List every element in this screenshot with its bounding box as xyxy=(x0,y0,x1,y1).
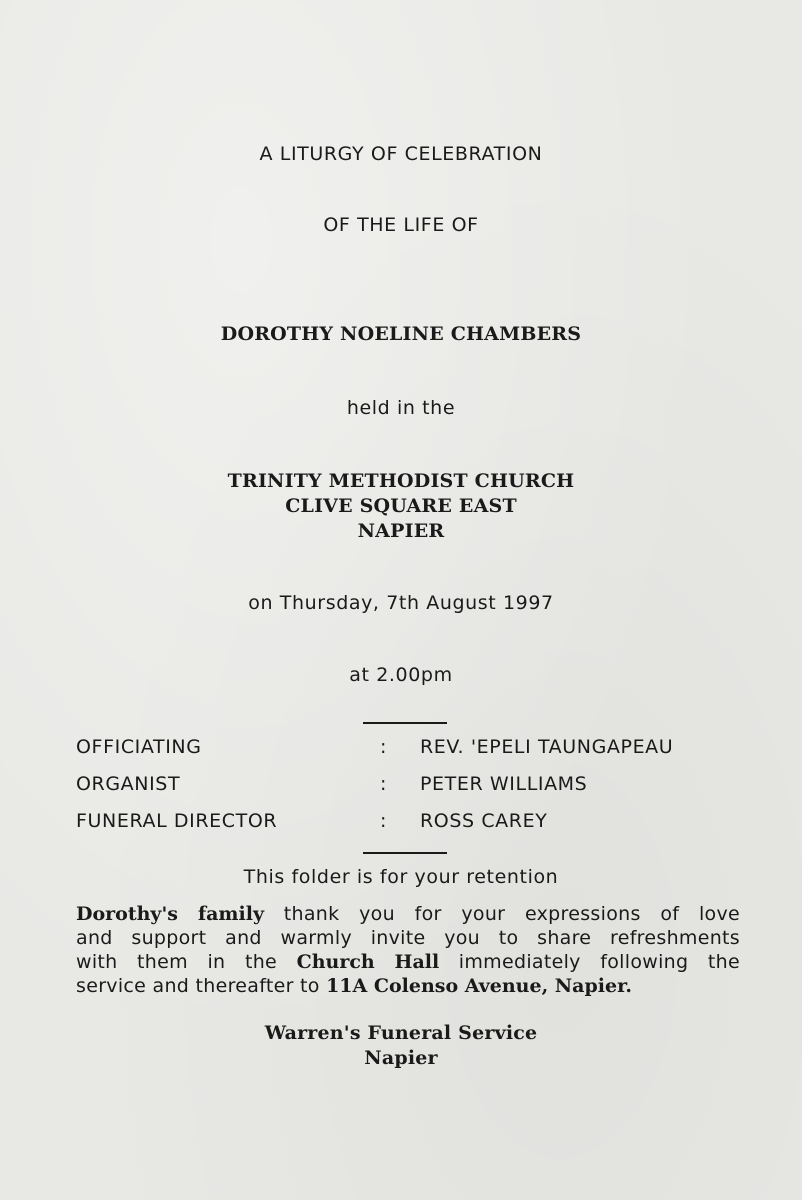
deceased-name: DOROTHY NOELINE CHAMBERS xyxy=(220,323,582,345)
family-message xyxy=(76,902,740,998)
divider-bottom xyxy=(363,852,447,854)
message-text: thank you for your expressions of love xyxy=(264,903,741,925)
venue-city: NAPIER xyxy=(357,520,445,542)
role-separator: : xyxy=(380,810,388,832)
role-row-funeral-director xyxy=(0,810,802,836)
funeral-service-city: Napier xyxy=(364,1047,438,1069)
retention-note: This folder is for your retention xyxy=(243,866,559,888)
message-line xyxy=(76,974,740,998)
message-line xyxy=(76,950,740,974)
liturgy-subtitle: OF THE LIFE OF xyxy=(323,214,479,236)
venue-name: TRINITY METHODIST CHURCH xyxy=(227,470,575,492)
service-time: at 2.00pm xyxy=(349,664,453,686)
role-separator: : xyxy=(380,773,388,795)
role-separator: : xyxy=(380,736,388,758)
church-hall: Church Hall xyxy=(296,951,440,973)
role-label: ORGANIST xyxy=(76,773,181,795)
family-name: Dorothy's family xyxy=(76,903,265,925)
held-in-text: held in the xyxy=(346,397,456,419)
divider-top xyxy=(363,722,447,724)
role-label: FUNERAL DIRECTOR xyxy=(76,810,278,832)
funeral-service-name: Warren's Funeral Service xyxy=(264,1022,538,1044)
message-line xyxy=(76,926,740,950)
role-row-officiating xyxy=(0,736,802,762)
service-date: on Thursday, 7th August 1997 xyxy=(248,592,554,614)
role-row-organist xyxy=(0,773,802,799)
role-person: REV. 'EPELI TAUNGAPEAU xyxy=(420,736,674,758)
message-text: service and thereafter to xyxy=(76,975,327,997)
venue-street: CLIVE SQUARE EAST xyxy=(285,495,517,517)
message-text: and support and warmly invite you to share refreshments xyxy=(76,927,740,949)
liturgy-title: A LITURGY OF CELEBRATION xyxy=(259,143,543,165)
message-text: with them in the xyxy=(76,951,297,973)
role-person: PETER WILLIAMS xyxy=(420,773,588,795)
refreshments-address: 11A Colenso Avenue, Napier. xyxy=(326,975,632,997)
role-person: ROSS CAREY xyxy=(420,810,548,832)
role-label: OFFICIATING xyxy=(76,736,202,758)
message-line xyxy=(76,902,740,926)
message-text: immediately following the xyxy=(439,951,740,973)
